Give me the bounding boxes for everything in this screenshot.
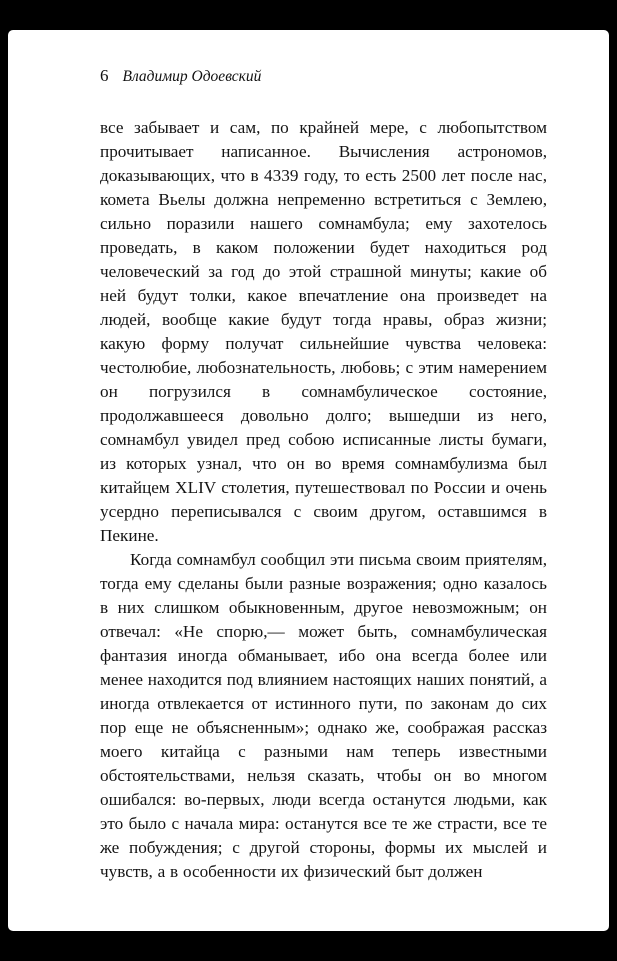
book-page <box>8 30 609 931</box>
paragraph-continuation: все забывает и сам, по крайней мере, с любопытством прочитывает написанное. Вычисления астрономов, доказывающих, что в 4339 году, то есть 2500 лет после нас, комета Вьелы должна непременно встретиться с Землею, сильно поразили нашего сомнамбула; ему захотелось проведать, в каком положении будет находиться род человеческий за год до этой страшной минуты; какие об ней будут толки, какое впечатление она произведет на людей, вообще какие будут тогда нравы, образ жизни; какую форму получат сильнейшие чувства человека: честолюбие, любознательность, любовь; с этим намерением он погрузился в сомнамбулическое состояние, продолжавшееся довольно долго; вышедши из него, сомнамбул увидел пред собою исписанные листы бумаги, из которых узнал, что он во время сомнамбулизма был китайцем XLIV столетия, путешествовал по России и очень усердно переписывался с своим другом, оставшимся в Пекине. <box>100 118 547 545</box>
running-header <box>100 66 546 87</box>
page-number: 6 <box>100 66 109 85</box>
running-header-author: Владимир Одоевский <box>122 68 262 85</box>
page-body <box>100 116 547 884</box>
paragraph: Когда сомнамбул сообщил эти письма своим приятелям, тогда ему сделаны были разные возражения; одно казалось в них слишком обыкновенным, другое невозможным; он отвечал: «Не спорю,— может быть, сомнамбулическая фантазия иногда обманывает, ибо она всегда более или менее находится под влиянием настоящих наших понятий, а иногда отвлекается от истинного пути, по законам до сих пор еще не объясненным»; однако же, соображая рассказ моего китайца с разными нам теперь известными обстоятельствами, нельзя сказать, чтобы он во многом ошибался: во-первых, люди всегда останутся людьми, как это было с начала мира: останутся все те же страсти, все те же побуждения; с другой стороны, формы их мыслей и чувств, а в особенности их физический быт должен <box>100 550 547 881</box>
